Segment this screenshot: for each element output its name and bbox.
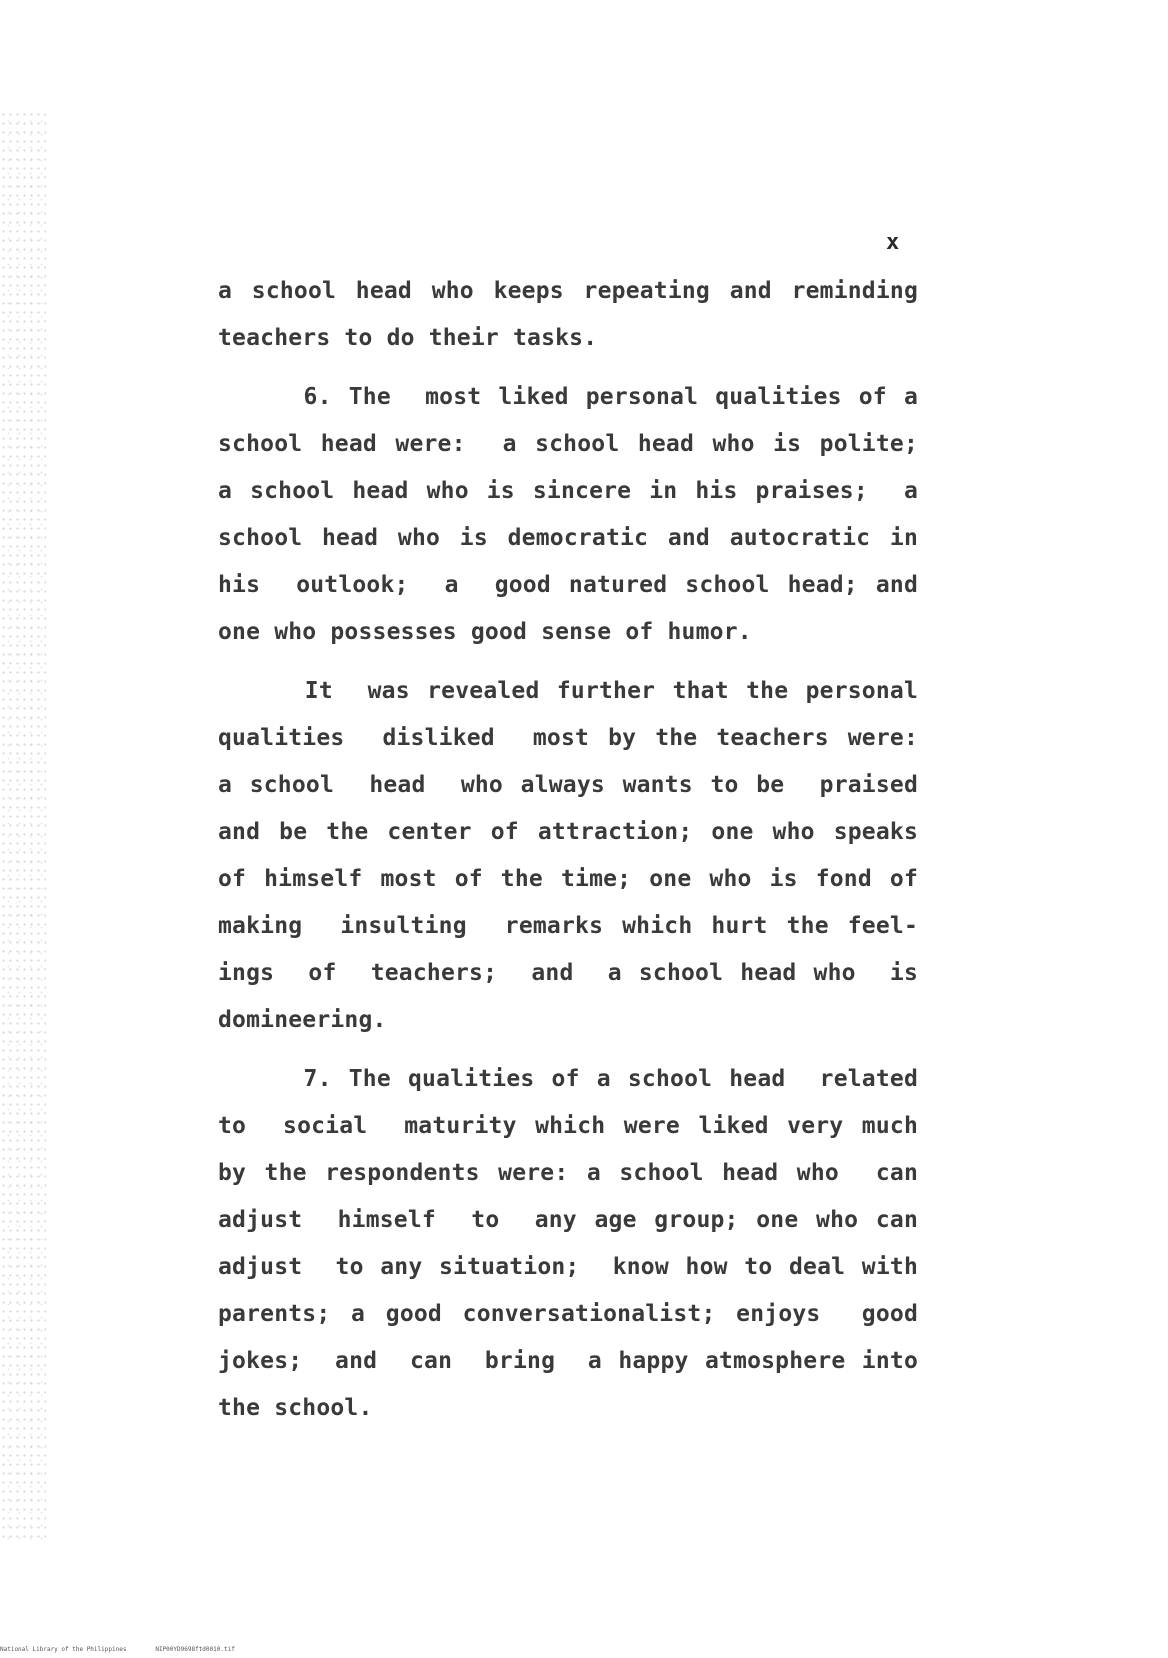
footer-library-name: National Library of the Philippines	[0, 1646, 127, 1653]
scan-edge-speckle	[0, 110, 46, 1540]
page-number: x	[886, 230, 900, 255]
text-line: his outlook; a good natured school head; and	[218, 572, 918, 598]
paragraph-3	[218, 668, 918, 1044]
paragraph-1	[218, 268, 918, 362]
text-line: 7. The qualities of a school head related	[218, 1066, 918, 1092]
text-line: to social maturity which were liked very much	[218, 1113, 918, 1139]
text-line: parents; a good conversationalist; enjoys good	[218, 1301, 918, 1327]
text-line: qualities disliked most by the teachers were:	[218, 725, 918, 751]
paragraph-2	[218, 374, 918, 656]
text-line: school head who is democratic and autocratic in	[218, 525, 918, 551]
text-line: the school.	[218, 1395, 373, 1421]
text-line: by the respondents were: a school head who can	[218, 1160, 918, 1186]
body-text	[218, 268, 918, 1432]
text-line: domineering.	[218, 1007, 387, 1033]
text-line: school head were: a school head who is polite;	[218, 431, 918, 457]
paragraph-4	[218, 1056, 918, 1432]
text-line: and be the center of attraction; one who speaks	[218, 819, 918, 845]
text-line: It was revealed further that the personal	[218, 678, 918, 704]
text-line: ings of teachers; and a school head who is	[218, 960, 918, 986]
text-line: a school head who always wants to be praised	[218, 772, 918, 798]
text-line: 6. The most liked personal qualities of a	[218, 384, 918, 410]
text-line: teachers to do their tasks.	[218, 325, 598, 351]
text-line: a school head who keeps repeating and reminding	[218, 278, 918, 304]
footer-file-name: NIP00YD9698ftd0010.tif	[155, 1646, 235, 1653]
text-line: adjust to any situation; know how to deal with	[218, 1254, 918, 1280]
text-line: one who possesses good sense of humor.	[218, 619, 752, 645]
scan-footer	[0, 1646, 1168, 1653]
text-line: jokes; and can bring a happy atmosphere into	[218, 1348, 918, 1374]
text-line: adjust himself to any age group; one who can	[218, 1207, 918, 1233]
text-line: making insulting remarks which hurt the feel-	[218, 913, 918, 939]
text-line: of himself most of the time; one who is fond of	[218, 866, 918, 892]
text-line: a school head who is sincere in his praises; a	[218, 478, 918, 504]
